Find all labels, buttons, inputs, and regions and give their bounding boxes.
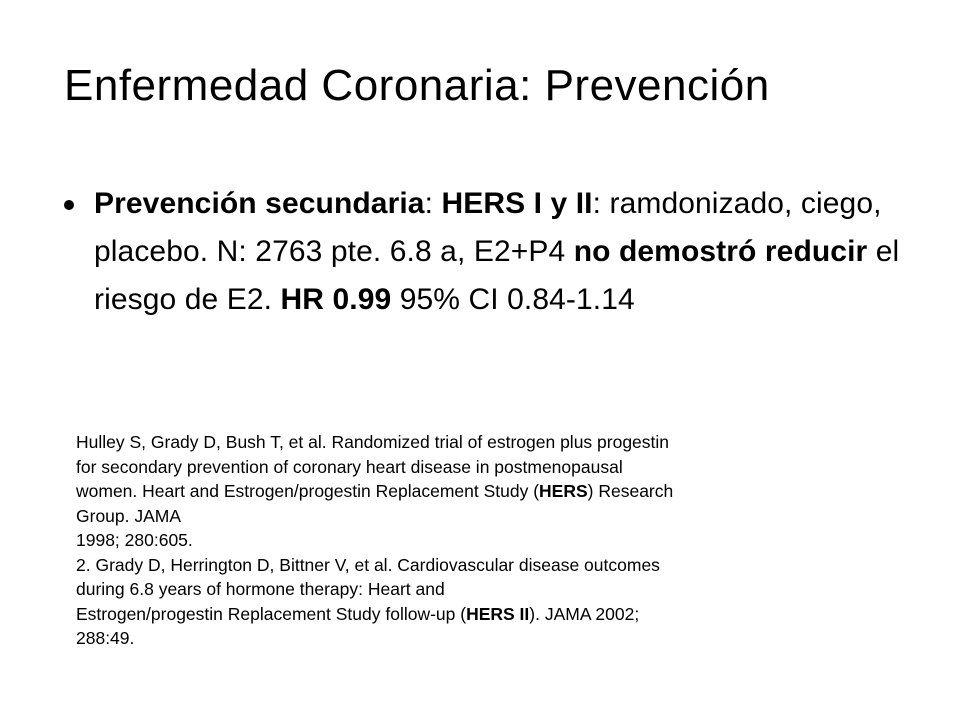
reference-line: during 6.8 years of hormone therapy: Heart and (76, 579, 445, 599)
reference-line: 2. Grady D, Herrington D, Bittner V, et al. Cardiovascular disease outcomes (76, 554, 660, 575)
reference-line: 1998; 280:605. (76, 530, 193, 550)
reference-line: Hulley S, Grady D, Bush T, et al. Randomized trial of estrogen plus progestin (76, 432, 670, 452)
reference-hers: HERS (539, 481, 588, 501)
reference-line: for secondary prevention of coronary heart disease in postmenopausal (76, 456, 623, 477)
reference-text: Estrogen/progestin Replacement Study follow-up ( (76, 603, 467, 624)
slide-title: Enfermedad Coronaria: Prevención (64, 61, 770, 110)
bullet-hazard-ratio: HR 0.99 (280, 283, 392, 316)
reference-hers-ii: HERS II (466, 603, 530, 624)
reference-line (76, 479, 836, 504)
bullet-lead: Prevención secundaria (94, 187, 425, 220)
bullet-finding: no demostró reducir (573, 235, 868, 268)
bullet-confidence-interval: 95% CI 0.84-1.14 (391, 283, 635, 316)
bullet-separator: : (424, 187, 442, 220)
reference-text: ). JAMA 2002; (529, 603, 640, 624)
references (76, 430, 836, 651)
reference-text: women. Heart and Estrogen/progestin Replacement Study ( (76, 481, 540, 501)
reference-text: ) Research (587, 481, 674, 501)
bullet-finding-rest: el riesgo de E2. (94, 235, 900, 316)
bullet-study-details: : ramdonizado, ciego, placebo. N: 2763 pte. 6.8 a, E2+P4 (94, 187, 882, 268)
bullet-dot-icon (64, 200, 74, 210)
reference-line (76, 602, 836, 627)
reference-line: 288:49. (76, 628, 135, 648)
bullet-list (60, 180, 900, 324)
bullet-study-name: HERS I y II (441, 187, 593, 220)
reference-line: Group. JAMA (76, 505, 182, 526)
bullet-item (60, 180, 900, 324)
